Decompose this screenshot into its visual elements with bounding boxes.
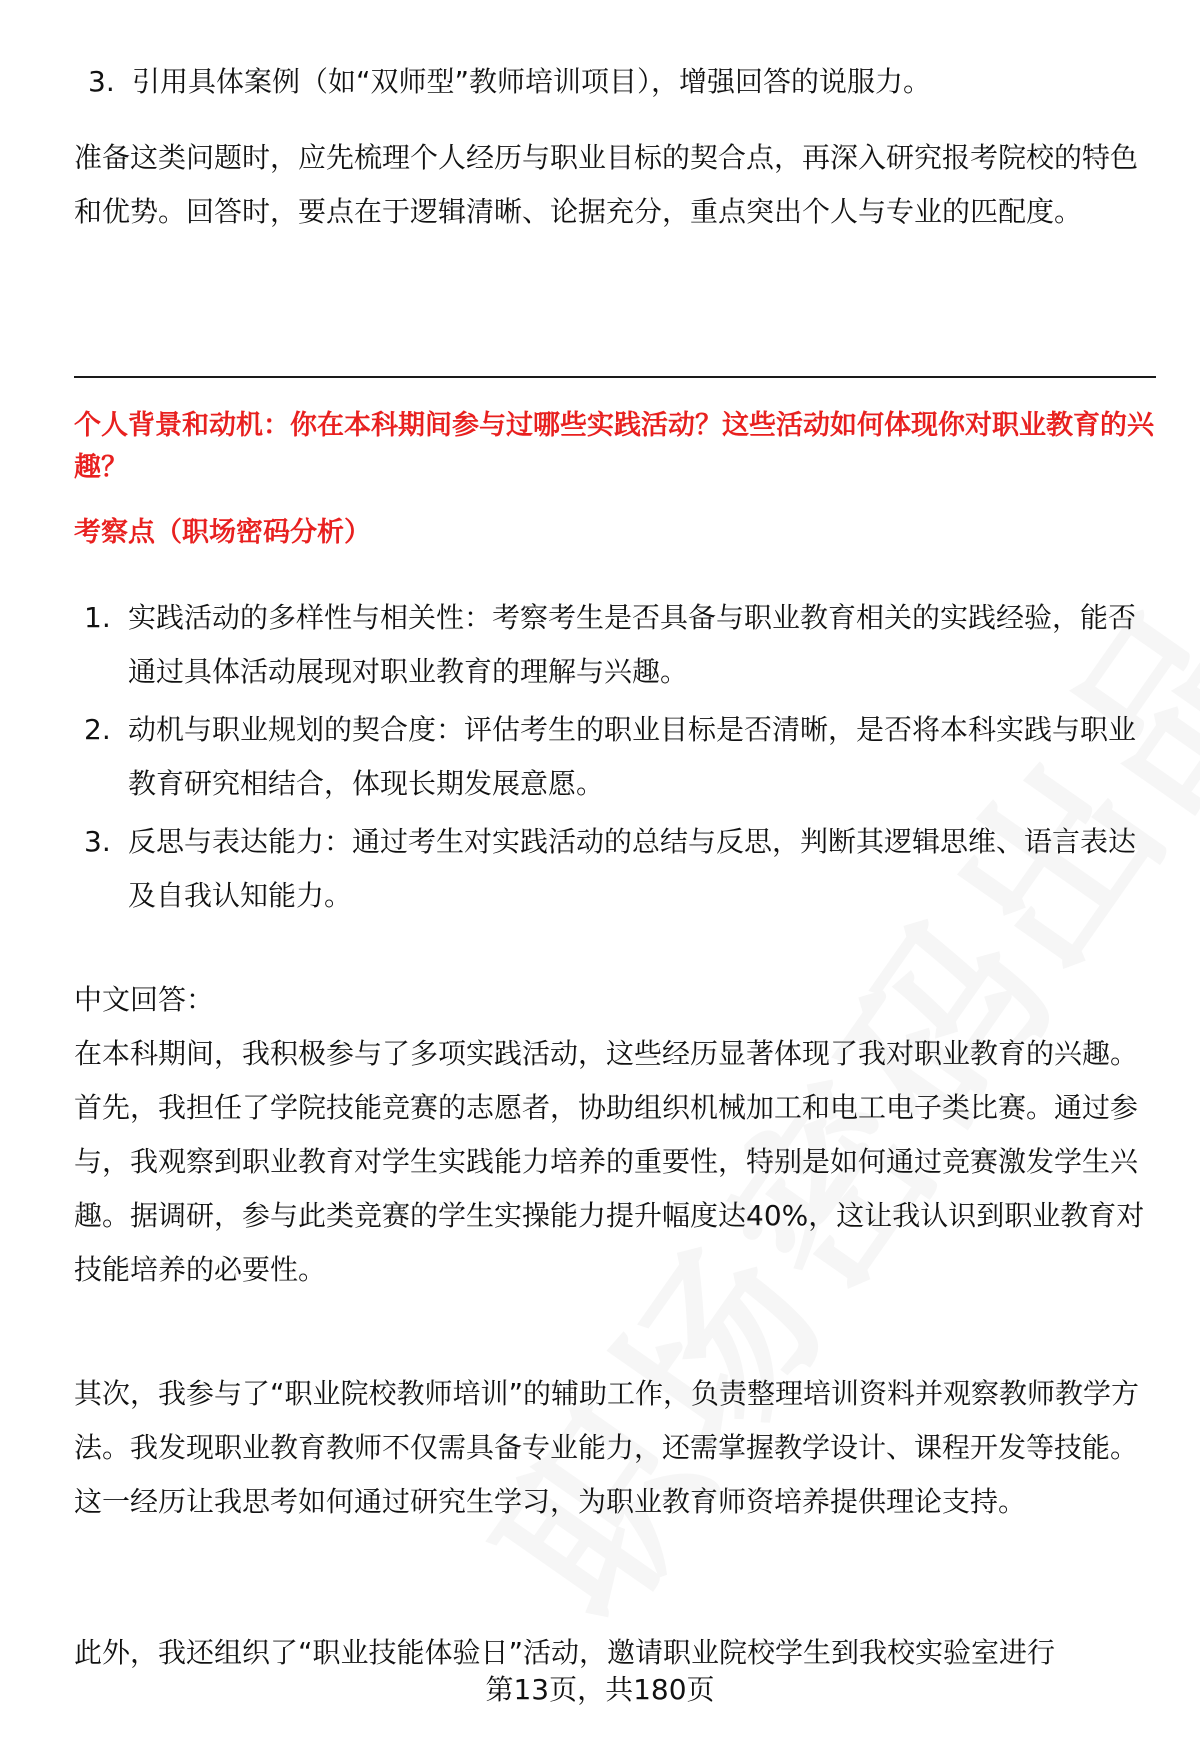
answer-section-3 bbox=[74, 1631, 1154, 1675]
list-item-text: 引用具体案例（如“双师型”教师培训项目），增强回答的说服力。 bbox=[132, 65, 932, 98]
prep-paragraph: 准备这类问题时，应先梳理个人经历与职业目标的契合点，再深入研究报考院校的特色和优势。回答时，要点在于逻辑清晰、论据充分，重点突出个人与专业的匹配度。 bbox=[74, 141, 1139, 228]
list-number: 2. bbox=[84, 713, 111, 746]
divider bbox=[74, 376, 1156, 378]
list-number: 1. bbox=[84, 601, 111, 634]
analysis-heading: 考察点（职场密码分析） bbox=[74, 517, 371, 548]
list-item bbox=[74, 815, 1154, 923]
list-item bbox=[78, 52, 1154, 111]
analysis-points bbox=[74, 591, 1154, 923]
page-footer: 第13页，共180页 bbox=[485, 1673, 715, 1706]
list-item bbox=[74, 703, 1154, 811]
question-title: 个人背景和动机：你在本科期间参与过哪些实践活动？这些活动如何体现你对职业教育的兴趣？ bbox=[74, 410, 1154, 483]
list-number: 3. bbox=[88, 65, 115, 98]
top-section bbox=[74, 52, 1154, 111]
list-item-text: 反思与表达能力：通过考生对实践活动的总结与反思，判断其逻辑思维、语言表达及自我认知能力。 bbox=[128, 825, 1137, 912]
list-item-text: 动机与职业规划的契合度：评估考生的职业目标是否清晰，是否将本科实践与职业教育研究相结合，体现长期发展意愿。 bbox=[128, 713, 1137, 800]
list-item-text: 实践活动的多样性与相关性：考察考生是否具备与职业教育相关的实践经验，能否通过具体活动展现对职业教育的理解与兴趣。 bbox=[128, 601, 1137, 688]
list-item bbox=[74, 591, 1154, 699]
answer-paragraph-1: 在本科期间，我积极参与了多项实践活动，这些经历显著体现了我对职业教育的兴趣。首先，我担任了学院技能竞赛的志愿者，协助组织机械加工和电工电子类比赛。通过参与，我观察到职业教育对学生实践能力培养的重要性，特别是如何通过竞赛激发学生兴趣。据调研，参与此类竞赛的学生实操能力提升幅度达40%，这让我认识到职业教育对技能培养的必要性。 bbox=[74, 1037, 1145, 1286]
list-number: 3. bbox=[84, 825, 111, 858]
answer-paragraph-2: 其次，我参与了“职业院校教师培训”的辅助工作，负责整理培训资料并观察教师教学方法。我发现职业教育教师不仅需具备专业能力，还需掌握教学设计、课程开发等技能。这一经历让我思考如何通过研究生学习，为职业教育师资培养提供理论支持。 bbox=[74, 1377, 1140, 1518]
answer-label: 中文回答： bbox=[74, 983, 215, 1016]
answer-section bbox=[74, 973, 1154, 1297]
prep-section bbox=[74, 131, 1154, 239]
answer-section-2 bbox=[74, 1367, 1154, 1529]
answer-paragraph-3: 此外，我还组织了“职业技能体验日”活动，邀请职业院校学生到我校实验室进行 bbox=[74, 1636, 1056, 1669]
question-title-block bbox=[74, 405, 1154, 489]
analysis-heading-block bbox=[74, 511, 1154, 555]
